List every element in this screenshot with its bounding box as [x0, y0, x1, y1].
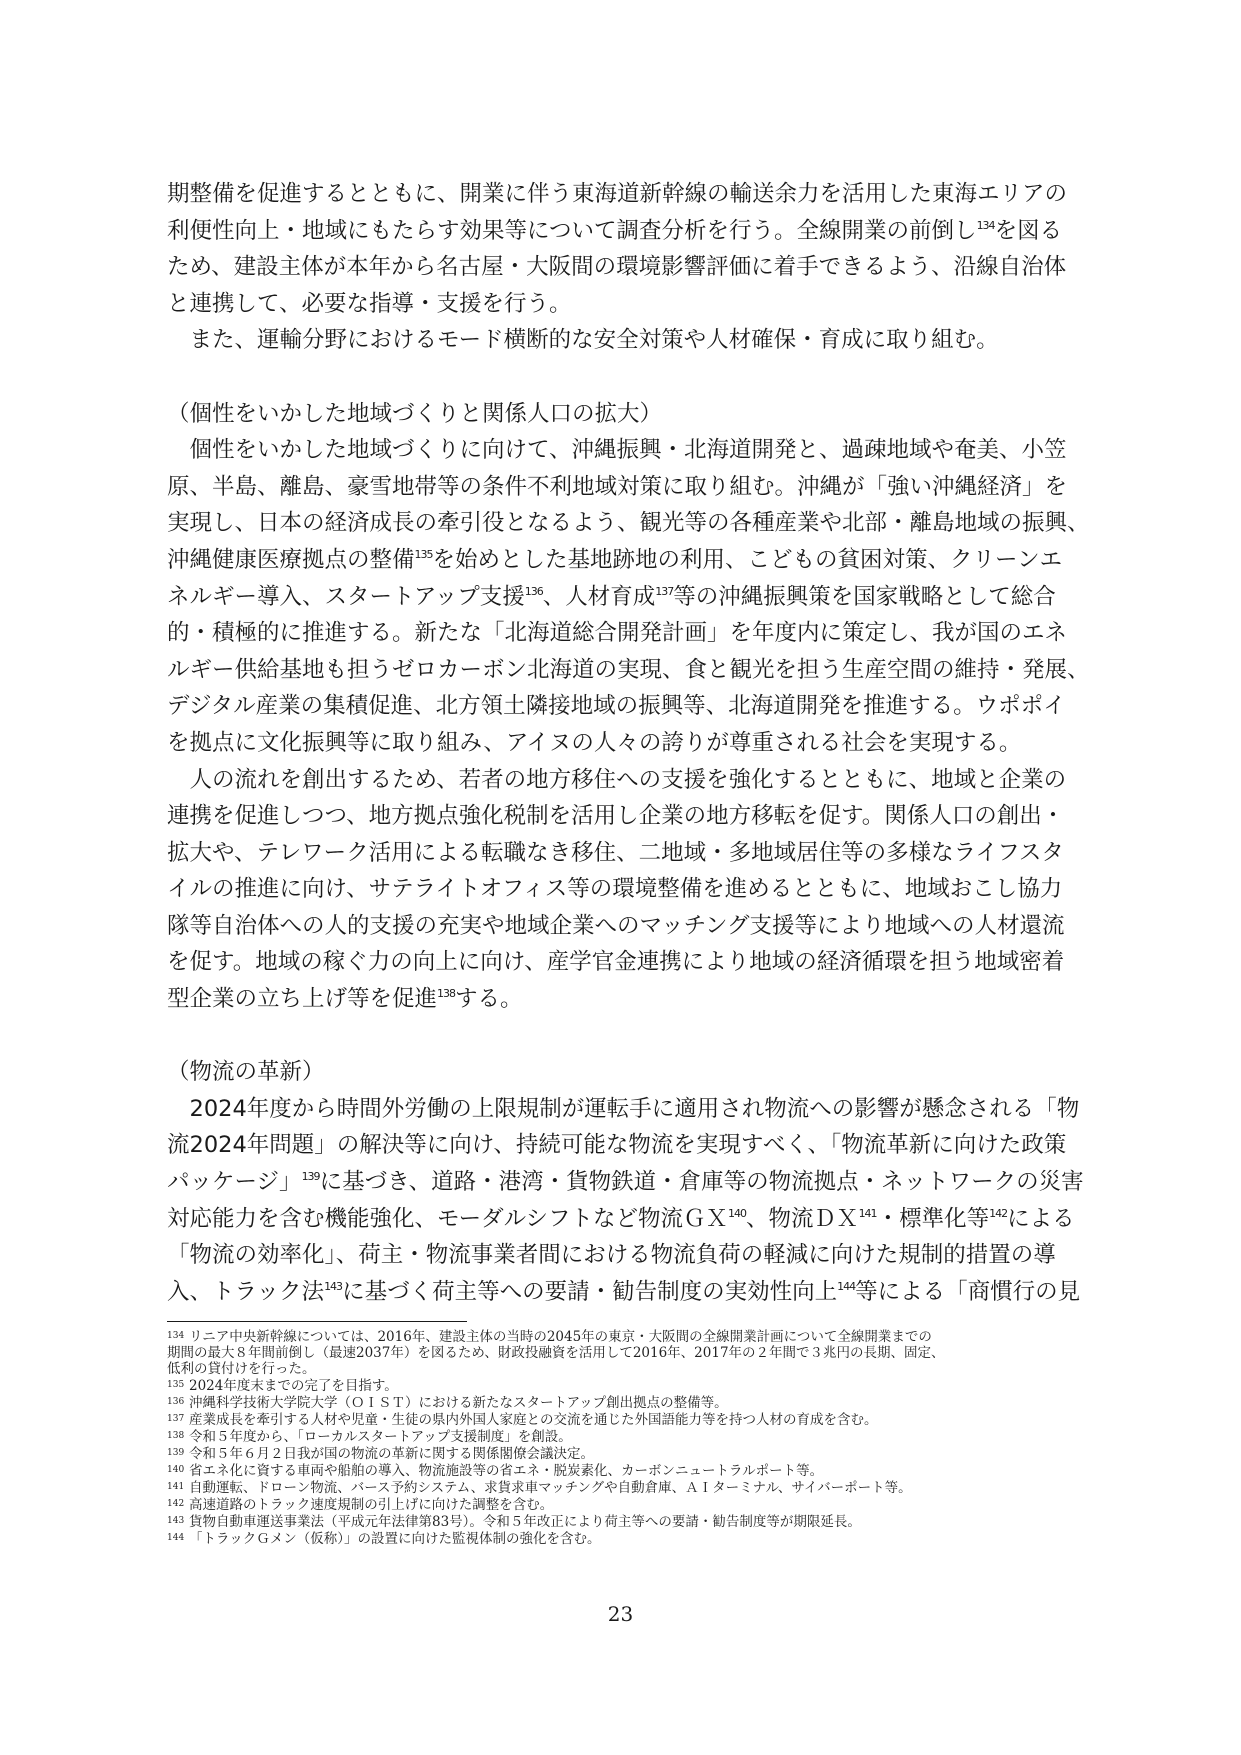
text-run: デジタル産業の集積促進、北方領土隣接地域の振興等、北海道開発を推進する。ウポポイ	[167, 693, 1066, 720]
footnote	[167, 1530, 1077, 1547]
text-run: に基づく荷主等への要請・勧告制度の実効性向上	[342, 1278, 838, 1305]
footnote-text: 高速道路のトラック速度規制の引上げに向けた調整を含む。	[189, 1497, 554, 1513]
text-run: （個性をいかした地域づくりと関係人口の拡大）	[167, 400, 663, 427]
text-run: 的・積極的に推進する。新たな「北海道総合開発計画」を年度内に策定し、我が国のエネ	[167, 620, 1068, 647]
footnote-reference: 142	[989, 1206, 1008, 1220]
footnote-number: 136	[167, 1397, 185, 1407]
body-line	[167, 1274, 1081, 1311]
footnote-text: 期間の最大８年間前倒し（最速2037年）を図るため、財政投融資を活用して2016年、2017年の２年間で３兆円の長期、固定、	[167, 1345, 945, 1361]
body-line	[167, 176, 1077, 213]
footnotes	[167, 1328, 1077, 1547]
footnote-number: 135	[167, 1380, 185, 1390]
body-line	[167, 249, 1077, 286]
text-run: 2024年度から時間外労働の上限規制が運転手に適用され物流への影響が懸念される「物	[167, 1095, 1080, 1122]
text-run: 等の沖縄振興策を国家戦略として総合	[673, 583, 1056, 610]
text-run: に基づき、道路・港湾・貨物鉄道・倉庫等の物流拠点・ネットワークの災害	[319, 1169, 1084, 1196]
body-line	[167, 762, 1077, 799]
text-run: （物流の革新）	[167, 1059, 325, 1086]
body-line	[167, 835, 1077, 872]
footnote-reference: 139	[301, 1170, 320, 1184]
footnote	[167, 1479, 1077, 1496]
footnote	[167, 1345, 1077, 1361]
text-run: を拠点に文化振興等に取り組み、アイヌの人々の誇りが尊重される社会を実現する。	[167, 729, 1022, 756]
text-run: を促す。地域の稼ぐ力の向上に向け、産学官金連携により地域の経済循環を担う地域密着	[167, 949, 1065, 976]
text-run: 、人材育成	[542, 583, 656, 610]
body-line	[167, 981, 1077, 1018]
body-line	[167, 1237, 1077, 1274]
footnote	[167, 1496, 1077, 1513]
text-run: 対応能力を含む機能強化、モーダルシフトなど物流ＧＸ	[167, 1205, 729, 1232]
body-line	[167, 1091, 1080, 1128]
footnote-text: 沖縄科学技術大学院大学（ＯＩＳＴ）における新たなスタートアップ創出拠点の整備等。	[189, 1395, 728, 1411]
body-line	[167, 944, 1077, 981]
text-run: による	[1007, 1205, 1075, 1232]
footnote-text: 2024年度末までの完了を目指す。	[189, 1378, 398, 1394]
text-run: 連携を促進しつつ、地方拠点強化税制を活用し企業の地方移転を促す。関係人口の創出・	[167, 803, 1065, 830]
text-run: また、運輸分野におけるモード横断的な安全対策や人材確保・育成に取り組む。	[167, 327, 999, 354]
body-line	[167, 213, 1077, 250]
text-run: 沖縄健康医療拠点の整備	[167, 546, 415, 573]
footnote	[167, 1411, 1077, 1428]
body-line	[167, 1054, 1077, 1091]
text-run: 人の流れを創出するため、若者の地方移住への支援を強化するとともに、地域と企業の	[167, 766, 1067, 793]
body-line	[167, 505, 1090, 542]
text-run: 実現し、日本の経済成長の牽引役となるよう、観光等の各種産業や北部・離島地域の振興、	[167, 510, 1090, 537]
footnote-text: 低利の貸付けを行った。	[167, 1361, 316, 1377]
body-line	[167, 798, 1077, 835]
text-run: 等による「商慣行の見	[855, 1278, 1081, 1305]
footnote-number: 137	[167, 1414, 185, 1424]
text-run: ネルギー導入、スタートアップ支援	[167, 583, 525, 610]
footnote-divider	[167, 1321, 467, 1322]
footnote-text: 令和５年６月２日我が国の物流の革新に関する関係閣僚会議決定。	[189, 1446, 594, 1462]
text-run: を図る	[994, 217, 1063, 244]
footnote-text: 令和５年度から、「ローカルスタートアップ支援制度」を創設。	[189, 1429, 572, 1445]
text-run: ため、建設主体が本年から名古屋・大阪間の環境影響評価に着手できるよう、沿線自治体	[167, 254, 1067, 281]
footnote-reference: 138	[437, 987, 456, 1001]
body-line	[167, 908, 1077, 945]
footnote-reference: 136	[524, 584, 543, 598]
footnote-text: 産業成長を牽引する人材や児童・生徒の県内外国人家庭との交流を通じた外国語能力等を持つ人材の育成を含む。	[189, 1412, 878, 1428]
footnote-reference: 135	[414, 547, 433, 561]
footnote-number: 144	[167, 1533, 185, 1543]
text-run: 拡大や、テレワーク活用による転職なき移住、二地域・多地域居住等の多様なライフスタ	[167, 839, 1064, 866]
footnote-text: リニア中央新幹線については、2016年、建設主体の当時の2045年の東京・大阪間の全線開業計画について全線開業までの	[189, 1329, 932, 1345]
body-line	[167, 469, 1077, 506]
text-run: ・標準化等	[876, 1205, 990, 1232]
text-run: パッケージ」	[167, 1169, 302, 1196]
body-line	[167, 688, 1077, 725]
footnote-number: 139	[167, 1448, 185, 1458]
text-run: 個性をいかした地域づくりに向けて、沖縄振興・北海道開発と、過疎地域や奄美、小笠	[167, 437, 1067, 464]
body-line	[167, 615, 1077, 652]
body-line	[167, 542, 1077, 579]
footnote-number: 140	[167, 1465, 185, 1475]
footnote-number: 143	[167, 1516, 185, 1526]
body-line	[167, 1127, 1077, 1164]
text-run: 利便性向上・地域にもたらす効果等について調査分析を行う。全線開業の前倒し	[167, 217, 977, 244]
footnote-text: 自動運転、ドローン物流、バース予約システム、求貨求車マッチングや自動倉庫、ＡＩターミナル、サイバーポート等。	[189, 1480, 912, 1496]
text-run: 入、トラック法	[167, 1278, 325, 1305]
footnote-reference: 144	[837, 1279, 856, 1293]
footnote-reference: 141	[858, 1206, 877, 1220]
footnote	[167, 1361, 1077, 1377]
footnote-reference: 143	[324, 1279, 343, 1293]
text-run: と連携して、必要な指導・支援を行う。	[167, 290, 572, 317]
page-number: 23	[607, 1602, 634, 1626]
body-line	[167, 652, 1090, 689]
text-run: する。	[455, 986, 523, 1013]
body-line	[167, 579, 1077, 616]
blank-line	[167, 359, 1077, 396]
text-run: 「物流の効率化」、荷主・物流事業者間における物流負荷の軽減に向けた規制的措置の導	[167, 1242, 1056, 1269]
footnote-number: 142	[167, 1499, 185, 1509]
body-line	[167, 286, 1077, 323]
text-run: 期整備を促進するとともに、開業に伴う東海道新幹線の輸送余力を活用した東海エリアの	[167, 181, 1068, 207]
footnote-reference: 137	[655, 584, 674, 598]
blank-line	[167, 1018, 1077, 1055]
body-line	[167, 1164, 1084, 1201]
footnote-text: 「トラックＧメン（仮称）」の設置に向けた監視体制の強化を含む。	[189, 1531, 601, 1547]
footnote-text: 省エネ化に資する車両や船舶の導入、物流施設等の省エネ・脱炭素化、カーボンニュートラルポート等。	[189, 1463, 824, 1479]
text-run: 、物流ＤＸ	[746, 1205, 859, 1232]
text-run: イルの推進に向け、サテライトオフィス等の環境整備を進めるとともに、地域おこし協力	[167, 876, 1063, 903]
footnote	[167, 1394, 1077, 1411]
footnote	[167, 1328, 1077, 1345]
body-line	[167, 322, 1077, 359]
footnote-number: 141	[167, 1482, 185, 1492]
footnote	[167, 1513, 1077, 1530]
footnote-reference: 140	[728, 1206, 747, 1220]
text-run: 隊等自治体への人的支援の充実や地域企業へのマッチング支援等により地域への人材還流	[167, 912, 1065, 939]
footnote	[167, 1377, 1077, 1394]
footnote	[167, 1462, 1077, 1479]
footnote	[167, 1428, 1077, 1445]
footnote-number: 138	[167, 1431, 185, 1441]
body-line	[167, 725, 1077, 762]
text-run: ルギー供給基地も担うゼロカーボン北海道の実現、食と観光を担う生産空間の維持・発展、	[167, 656, 1090, 683]
footnote-reference: 134	[976, 218, 995, 232]
body-line	[167, 871, 1077, 908]
body-line	[167, 432, 1077, 469]
text-run: 型企業の立ち上げ等を促進	[167, 986, 438, 1013]
text-run: 流2024年問題」の解決等に向け、持続可能な物流を実現すべく、「物流革新に向けた政策	[167, 1132, 1067, 1159]
footnote	[167, 1445, 1077, 1462]
body-line	[167, 396, 1077, 433]
body-line	[167, 1201, 1077, 1238]
footnote-text: 貨物自動車運送事業法（平成元年法律第83号）。令和５年改正により荷主等への要請・勧告制度等が期限延長。	[189, 1514, 861, 1530]
body-text	[167, 176, 1090, 1310]
text-run: 原、半島、離島、豪雪地帯等の条件不利地域対策に取り組む。沖縄が「強い沖縄経済」を	[167, 473, 1068, 500]
footnote-number: 134	[167, 1331, 185, 1341]
text-run: を始めとした基地跡地の利用、こどもの貧困対策、クリーンエ	[432, 546, 1063, 573]
